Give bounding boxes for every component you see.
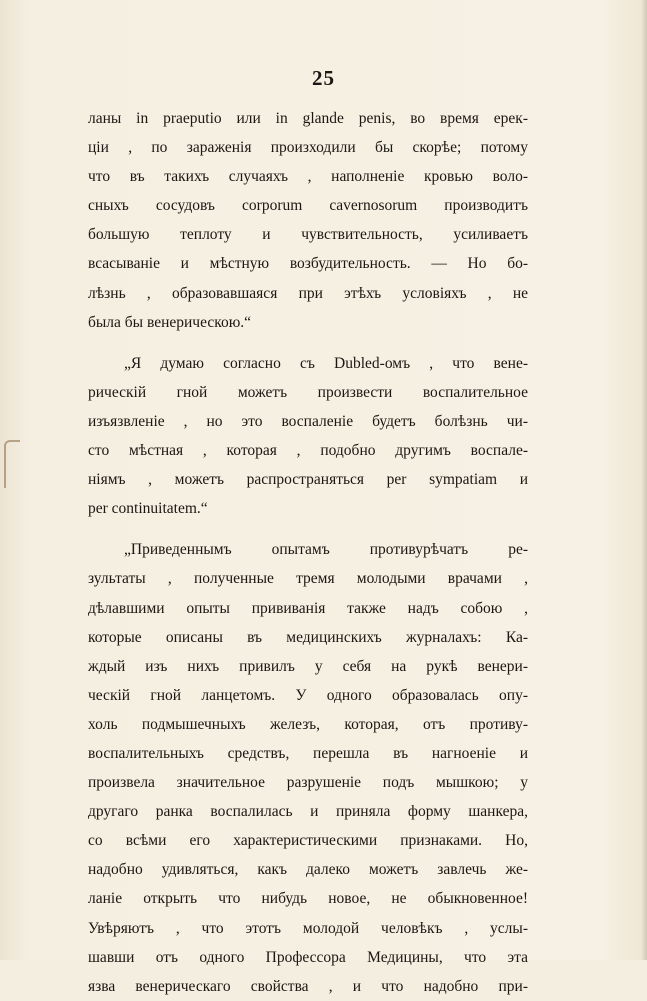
page-number: 25: [312, 66, 335, 90]
text-line: лѣзнь , образовавшаяся при этѣхъ условіяхъ , не: [88, 284, 528, 302]
text-line: шавши отъ одного Профессора Медицины, что эта: [88, 948, 528, 966]
text-line: „Приведеннымъ опытамъ противурѣчатъ ре-: [124, 541, 528, 559]
body-text: [88, 104, 528, 1001]
text-line: Увѣряютъ , что этотъ молодой человѣкъ , услы-: [88, 919, 528, 937]
paragraph: [88, 535, 528, 1001]
paragraph-gap: [88, 523, 528, 535]
text-line: ческій гной ланцетомъ. У одного образовалась опу-: [88, 686, 528, 704]
page-edge-shadow: [641, 0, 647, 960]
text-line: язва венерическаго свойства , и что надобно при-: [88, 977, 528, 995]
paragraph: [88, 104, 528, 337]
text-line: ланіе открыть что нибудь новое, не обыкновенное!: [88, 890, 528, 908]
text-line: надобно удивляться, какъ далеко можетъ завлечь же-: [88, 861, 528, 879]
text-line: рическій гной можетъ произвести воспалительное: [88, 383, 528, 401]
text-line: была бы венерическою.“: [88, 313, 252, 331]
text-line: холь подмышечныхъ железъ, которая, отъ противу-: [88, 715, 528, 733]
text-line: per continuitatem.“: [88, 500, 208, 518]
text-line: ждый изъ нихъ привилъ у себя на рукѣ венери-: [88, 657, 528, 675]
text-line: большую теплоту и чувствительность, усиливаетъ: [88, 226, 528, 244]
text-line: всасываніе и мѣстную возбудительность. — Но бо-: [88, 255, 528, 273]
text-line: со всѣми его характеристическими признаками. Но,: [88, 832, 528, 850]
text-line: которые описаны въ медицинскихъ журналахъ: Ка-: [88, 628, 528, 646]
text-line: зультаты , полученные тремя молодыми врачами ,: [88, 570, 528, 588]
text-line: сто мѣстная , которая , подобно другимъ воспале-: [88, 442, 528, 460]
margin-mark: [4, 440, 20, 488]
text-line: „Я думаю согласно съ Dubled-омъ , что вене-: [124, 354, 528, 372]
text-line: ніямъ , можетъ распространяться per sympatiam и: [88, 471, 528, 489]
text-line: что въ такихъ случаяхъ , наполненіе кровью воло-: [88, 168, 528, 186]
text-line: изъязвленіе , но это воспаленіе будетъ болѣзнь чи-: [88, 412, 528, 430]
text-line: другаго ранка воспалилась и приняла форму шанкера,: [88, 803, 528, 821]
text-line: сныхъ сосудовъ corporum cavernosorum производитъ: [88, 197, 528, 215]
paragraph: [88, 349, 528, 524]
text-line: дѣлавшими опыты прививанія также надъ собою ,: [88, 599, 528, 617]
paragraph-gap: [88, 337, 528, 349]
text-line: произвела значительное разрушеніе подъ мышкою; у: [88, 774, 528, 792]
text-line: воспалительныхъ средствъ, перешла въ нагноеніе и: [88, 744, 528, 762]
text-line: ланы in praeputio или in glande penis, во время ерек-: [88, 110, 528, 127]
text-line: ціи , по зараженія произходили бы скорѣе; потому: [88, 139, 528, 157]
